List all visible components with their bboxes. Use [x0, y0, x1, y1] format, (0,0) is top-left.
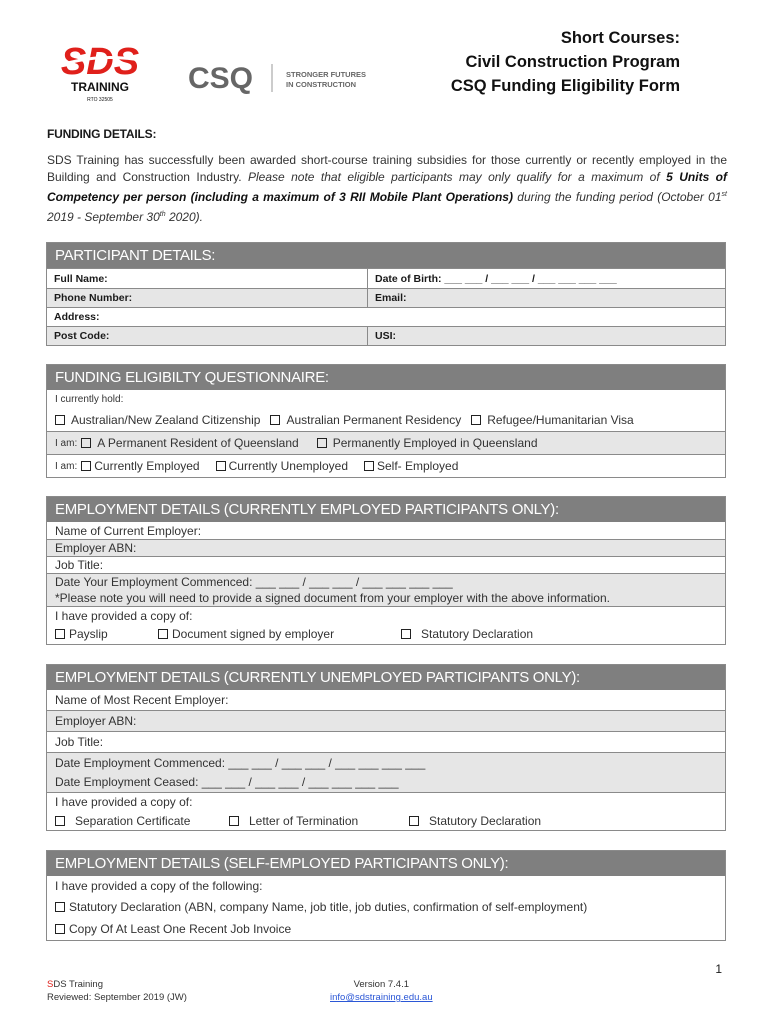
currently-employed-option[interactable]: Currently Employed — [81, 459, 199, 473]
funding-details-heading: FUNDING DETAILS: — [47, 127, 157, 141]
email-field[interactable]: Email: — [367, 289, 725, 307]
statutory-declaration-option[interactable]: Statutory Declaration — [401, 627, 533, 641]
svg-text:IN CONSTRUCTION: IN CONSTRUCTION — [286, 80, 356, 89]
signed-document-option[interactable]: Document signed by employer — [158, 627, 391, 641]
employed-section — [46, 496, 726, 645]
currently-unemployed-option[interactable]: Currently Unemployed — [216, 459, 348, 473]
i-am-label-2: I am: — [55, 460, 78, 472]
svg-text:SDS: SDS — [60, 41, 140, 83]
i-am-label: I am: — [55, 437, 78, 449]
checkbox[interactable] — [229, 816, 239, 826]
checkbox[interactable] — [55, 902, 65, 912]
checkbox[interactable] — [55, 924, 65, 934]
full-name-field[interactable]: Full Name: — [54, 272, 108, 285]
eligibility-section — [46, 364, 726, 478]
address-field[interactable]: Address: — [54, 311, 100, 323]
recent-employer-field[interactable]: Name of Most Recent Employer: — [55, 693, 229, 707]
self-employed-option[interactable]: Self- Employed — [364, 459, 458, 473]
qld-employed-option[interactable]: Permanently Employed in Queensland — [317, 436, 538, 450]
svg-text:STRONGER FUTURES: STRONGER FUTURES — [286, 70, 367, 79]
checkbox[interactable] — [317, 438, 327, 448]
post-code-field[interactable]: Post Code: — [54, 330, 110, 342]
unemployed-heading: EMPLOYMENT DETAILS (CURRENTLY UNEMPLOYED PARTICIPANTS ONLY): — [47, 665, 725, 690]
checkbox[interactable] — [401, 629, 411, 639]
checkbox[interactable] — [471, 415, 481, 425]
unemployed-job-title-field[interactable]: Job Title: — [55, 735, 104, 749]
title-line-2: Civil Construction Program — [465, 53, 680, 71]
job-title-field[interactable]: Job Title: — [55, 558, 104, 572]
checkbox[interactable] — [81, 438, 91, 448]
employed-heading: EMPLOYMENT DETAILS (CURRENTLY EMPLOYED PARTICIPANTS ONLY): — [47, 497, 725, 522]
checkbox[interactable] — [55, 415, 65, 425]
checkbox[interactable] — [216, 461, 226, 471]
qld-resident-option[interactable]: A Permanent Resident of Queensland — [81, 436, 298, 450]
document-title — [451, 26, 680, 98]
date-of-birth-field[interactable]: Date of Birth: ___ ___ / ___ ___ / ___ ___ ___ ___ — [367, 269, 725, 288]
title-line-3: CSQ Funding Eligibility Form — [450, 77, 680, 95]
unemployed-provided-copy-label: I have provided a copy of: — [55, 795, 193, 809]
self-employed-heading: EMPLOYMENT DETAILS (SELF-EMPLOYED PARTICIPANTS ONLY): — [47, 851, 725, 876]
current-employer-field[interactable]: Name of Current Employer: — [55, 523, 202, 538]
employer-document-note: *Please note you will need to provide a signed document from your employer with the above information. — [55, 590, 610, 605]
unemployed-commenced-field[interactable]: Date Employment Commenced: ___ ___ / ___ ___ / ___ ___ ___ ___ — [55, 755, 426, 770]
svg-text:RTO 32505: RTO 32505 — [87, 97, 113, 103]
footer-org: SDS Training Reviewed: September 2019 (JW) — [47, 979, 187, 1003]
checkbox[interactable] — [409, 816, 419, 826]
job-invoice-option[interactable]: Copy Of At Least One Recent Job Invoice — [55, 922, 291, 936]
sds-training-logo — [44, 40, 156, 104]
separation-certificate-option[interactable]: Separation Certificate — [55, 814, 219, 828]
letter-of-termination-option[interactable]: Letter of Termination — [229, 814, 399, 828]
provided-copy-label: I have provided a copy of: — [55, 608, 193, 623]
citizenship-option[interactable]: Australian/New Zealand Citizenship — [55, 413, 260, 427]
payslip-option[interactable]: Payslip — [55, 627, 148, 641]
usi-field[interactable]: USI: — [367, 327, 725, 345]
page-number: 1 — [715, 962, 722, 976]
checkbox[interactable] — [81, 461, 91, 471]
unemployed-statutory-declaration-option[interactable]: Statutory Declaration — [409, 814, 541, 828]
phone-number-field[interactable]: Phone Number: — [54, 292, 133, 304]
unemployed-section — [46, 664, 726, 831]
svg-text:CSQ: CSQ — [188, 62, 254, 94]
csq-logo — [188, 60, 388, 94]
self-statutory-declaration-option[interactable]: Statutory Declaration (ABN, company Name, job title, job duties, confirmation of self-employment) — [55, 900, 587, 914]
self-employed-section — [46, 850, 726, 941]
checkbox[interactable] — [270, 415, 280, 425]
checkbox[interactable] — [55, 816, 65, 826]
self-employed-provided-label: I have provided a copy of the following: — [55, 879, 263, 893]
svg-text:TRAINING: TRAINING — [71, 80, 129, 94]
checkbox[interactable] — [364, 461, 374, 471]
eligibility-heading: FUNDING ELIGIBILTY QUESTIONNAIRE: — [47, 365, 725, 390]
employment-commenced-field[interactable]: Date Your Employment Commenced: ___ ___ / ___ ___ / ___ ___ ___ ___ — [55, 574, 453, 589]
checkbox[interactable] — [55, 629, 65, 639]
footer-email-link[interactable]: info@sdstraining.edu.au — [330, 992, 433, 1003]
checkbox[interactable] — [158, 629, 168, 639]
unemployed-abn-field[interactable]: Employer ABN: — [55, 714, 137, 728]
footer-version: Version 7.4.1 — [353, 979, 410, 990]
title-line-1: Short Courses: — [560, 29, 680, 47]
footer-version-block — [330, 978, 433, 1004]
employer-abn-field[interactable]: Employer ABN: — [55, 541, 137, 555]
refugee-visa-option[interactable]: Refugee/Humanitarian Visa — [471, 413, 634, 427]
employment-ceased-field[interactable]: Date Employment Ceased: ___ ___ / ___ ___ / ___ ___ ___ ___ — [55, 775, 399, 789]
participant-details-heading: PARTICIPANT DETAILS: — [47, 243, 725, 268]
funding-details-text: SDS Training has successfully been awarded short-course training subsidies for those currently or recently employed in the Building and Construction Industry. Please note that eligible participants may only qualify for a maximum of 5 Units of Competency per person (including a maximum of 3 RII Mobile Plant Operations) during the funding period (October 01st 2019 - September 30th 2020). — [47, 153, 728, 224]
currently-hold-label: I currently hold: — [55, 393, 124, 405]
permanent-residency-option[interactable]: Australian Permanent Residency — [270, 413, 461, 427]
participant-details-section — [46, 242, 726, 346]
footer-reviewed: Reviewed: September 2019 (JW) — [47, 992, 187, 1003]
